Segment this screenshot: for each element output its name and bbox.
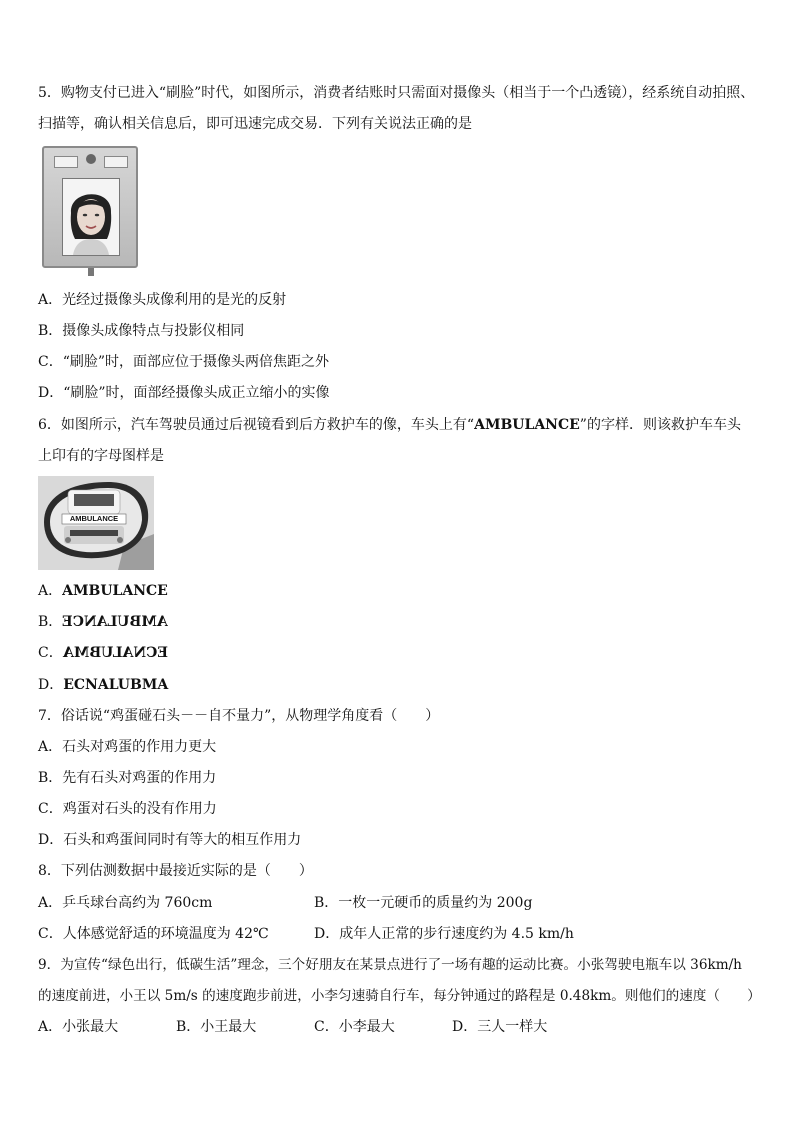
q8-stem: 8．下列估测数据中最接近实际的是（ ）	[38, 863, 313, 879]
q9-option-c: C．小李最大	[314, 1019, 395, 1035]
q6-option-b: B．AMBULANCE	[38, 614, 169, 630]
q7-option-d: D．石头和鸡蛋间同时有等大的相互作用力	[38, 832, 302, 848]
q5-option-d: D．“刷脸”时，面部经摄像头成正立缩小的实像	[38, 385, 330, 401]
q6-option-d: D．ECNALUBMA	[38, 677, 169, 693]
q6-stem-line2: 上印有的字母图样是	[38, 448, 164, 464]
q5-option-c: C．“刷脸”时，面部应位于摄像头两倍焦距之外	[38, 354, 330, 370]
q8-option-a: A．乒乓球台高约为 760cm	[38, 895, 213, 911]
face-payment-camera-icon	[42, 146, 138, 268]
q6-option-a: A．AMBULANCE	[38, 583, 168, 599]
q9-stem-line1: 9．为宣传“绿色出行，低碳生活”理念，三个好朋友在某景点进行了一场有趣的运动比赛。小张驾驶电瓶车以 36km/h	[38, 957, 742, 973]
q6-option-a-text: AMBULANCE	[62, 583, 168, 599]
q9-option-b: B．小王最大	[176, 1019, 257, 1035]
car-side-mirror-icon	[38, 476, 154, 570]
q7-option-c: C．鸡蛋对石头的没有作用力	[38, 801, 217, 817]
q5-stem-line1: 5．购物支付已进入“刷脸”时代，如图所示，消费者结账时只需面对摄像头（相当于一个凸透镜），经系统自动拍照、	[38, 85, 755, 101]
q6-stem-line1: 6．如图所示，汽车驾驶员通过后视镜看到后方救护车的像，车头上有“AMBULANCE”的字样．则该救护车车头	[38, 417, 741, 433]
q9-option-d: D．三人一样大	[452, 1019, 548, 1035]
q6-stem-word: AMBULANCE	[474, 417, 580, 433]
mirror-ambulance-label: AMBULANCE	[69, 514, 119, 523]
q8-option-b: B．一枚一元硬币的质量约为 200g	[314, 895, 533, 911]
q6-option-c-text: ECNALUBMA	[62, 645, 168, 661]
q5-stem-line2: 扫描等，确认相关信息后，即可迅速完成交易．下列有关说法正确的是	[38, 116, 472, 132]
q9-stem-line2: 的速度前进，小王以 5m/s 的速度跑步前进，小李匀速骑自行车，每分钟通过的路程是 0.48km。则他们的速度（ ）	[38, 988, 761, 1004]
q7-stem: 7．俗话说“鸡蛋碰石头－－自不量力”，从物理学角度看（ ）	[38, 708, 440, 724]
q6-option-d-text: ECNALUBMA	[63, 677, 169, 693]
q8-option-d: D．成年人正常的步行速度约为 4.5 km/h	[314, 926, 574, 942]
q5-option-a: A．光经过摄像头成像利用的是光的反射	[38, 292, 287, 308]
q7-option-b: B．先有石头对鸡蛋的作用力	[38, 770, 217, 786]
q7-option-a: A．石头对鸡蛋的作用力更大	[38, 739, 217, 755]
q9-option-a: A．小张最大	[38, 1019, 119, 1035]
q8-option-c: C．人体感觉舒适的环境温度为 42℃	[38, 926, 269, 942]
q5-option-b: B．摄像头成像特点与投影仪相同	[38, 323, 245, 339]
q6-option-b-text: AMBULANCE	[62, 614, 169, 630]
q6-option-c: C．ECNALUBMA	[38, 645, 168, 661]
